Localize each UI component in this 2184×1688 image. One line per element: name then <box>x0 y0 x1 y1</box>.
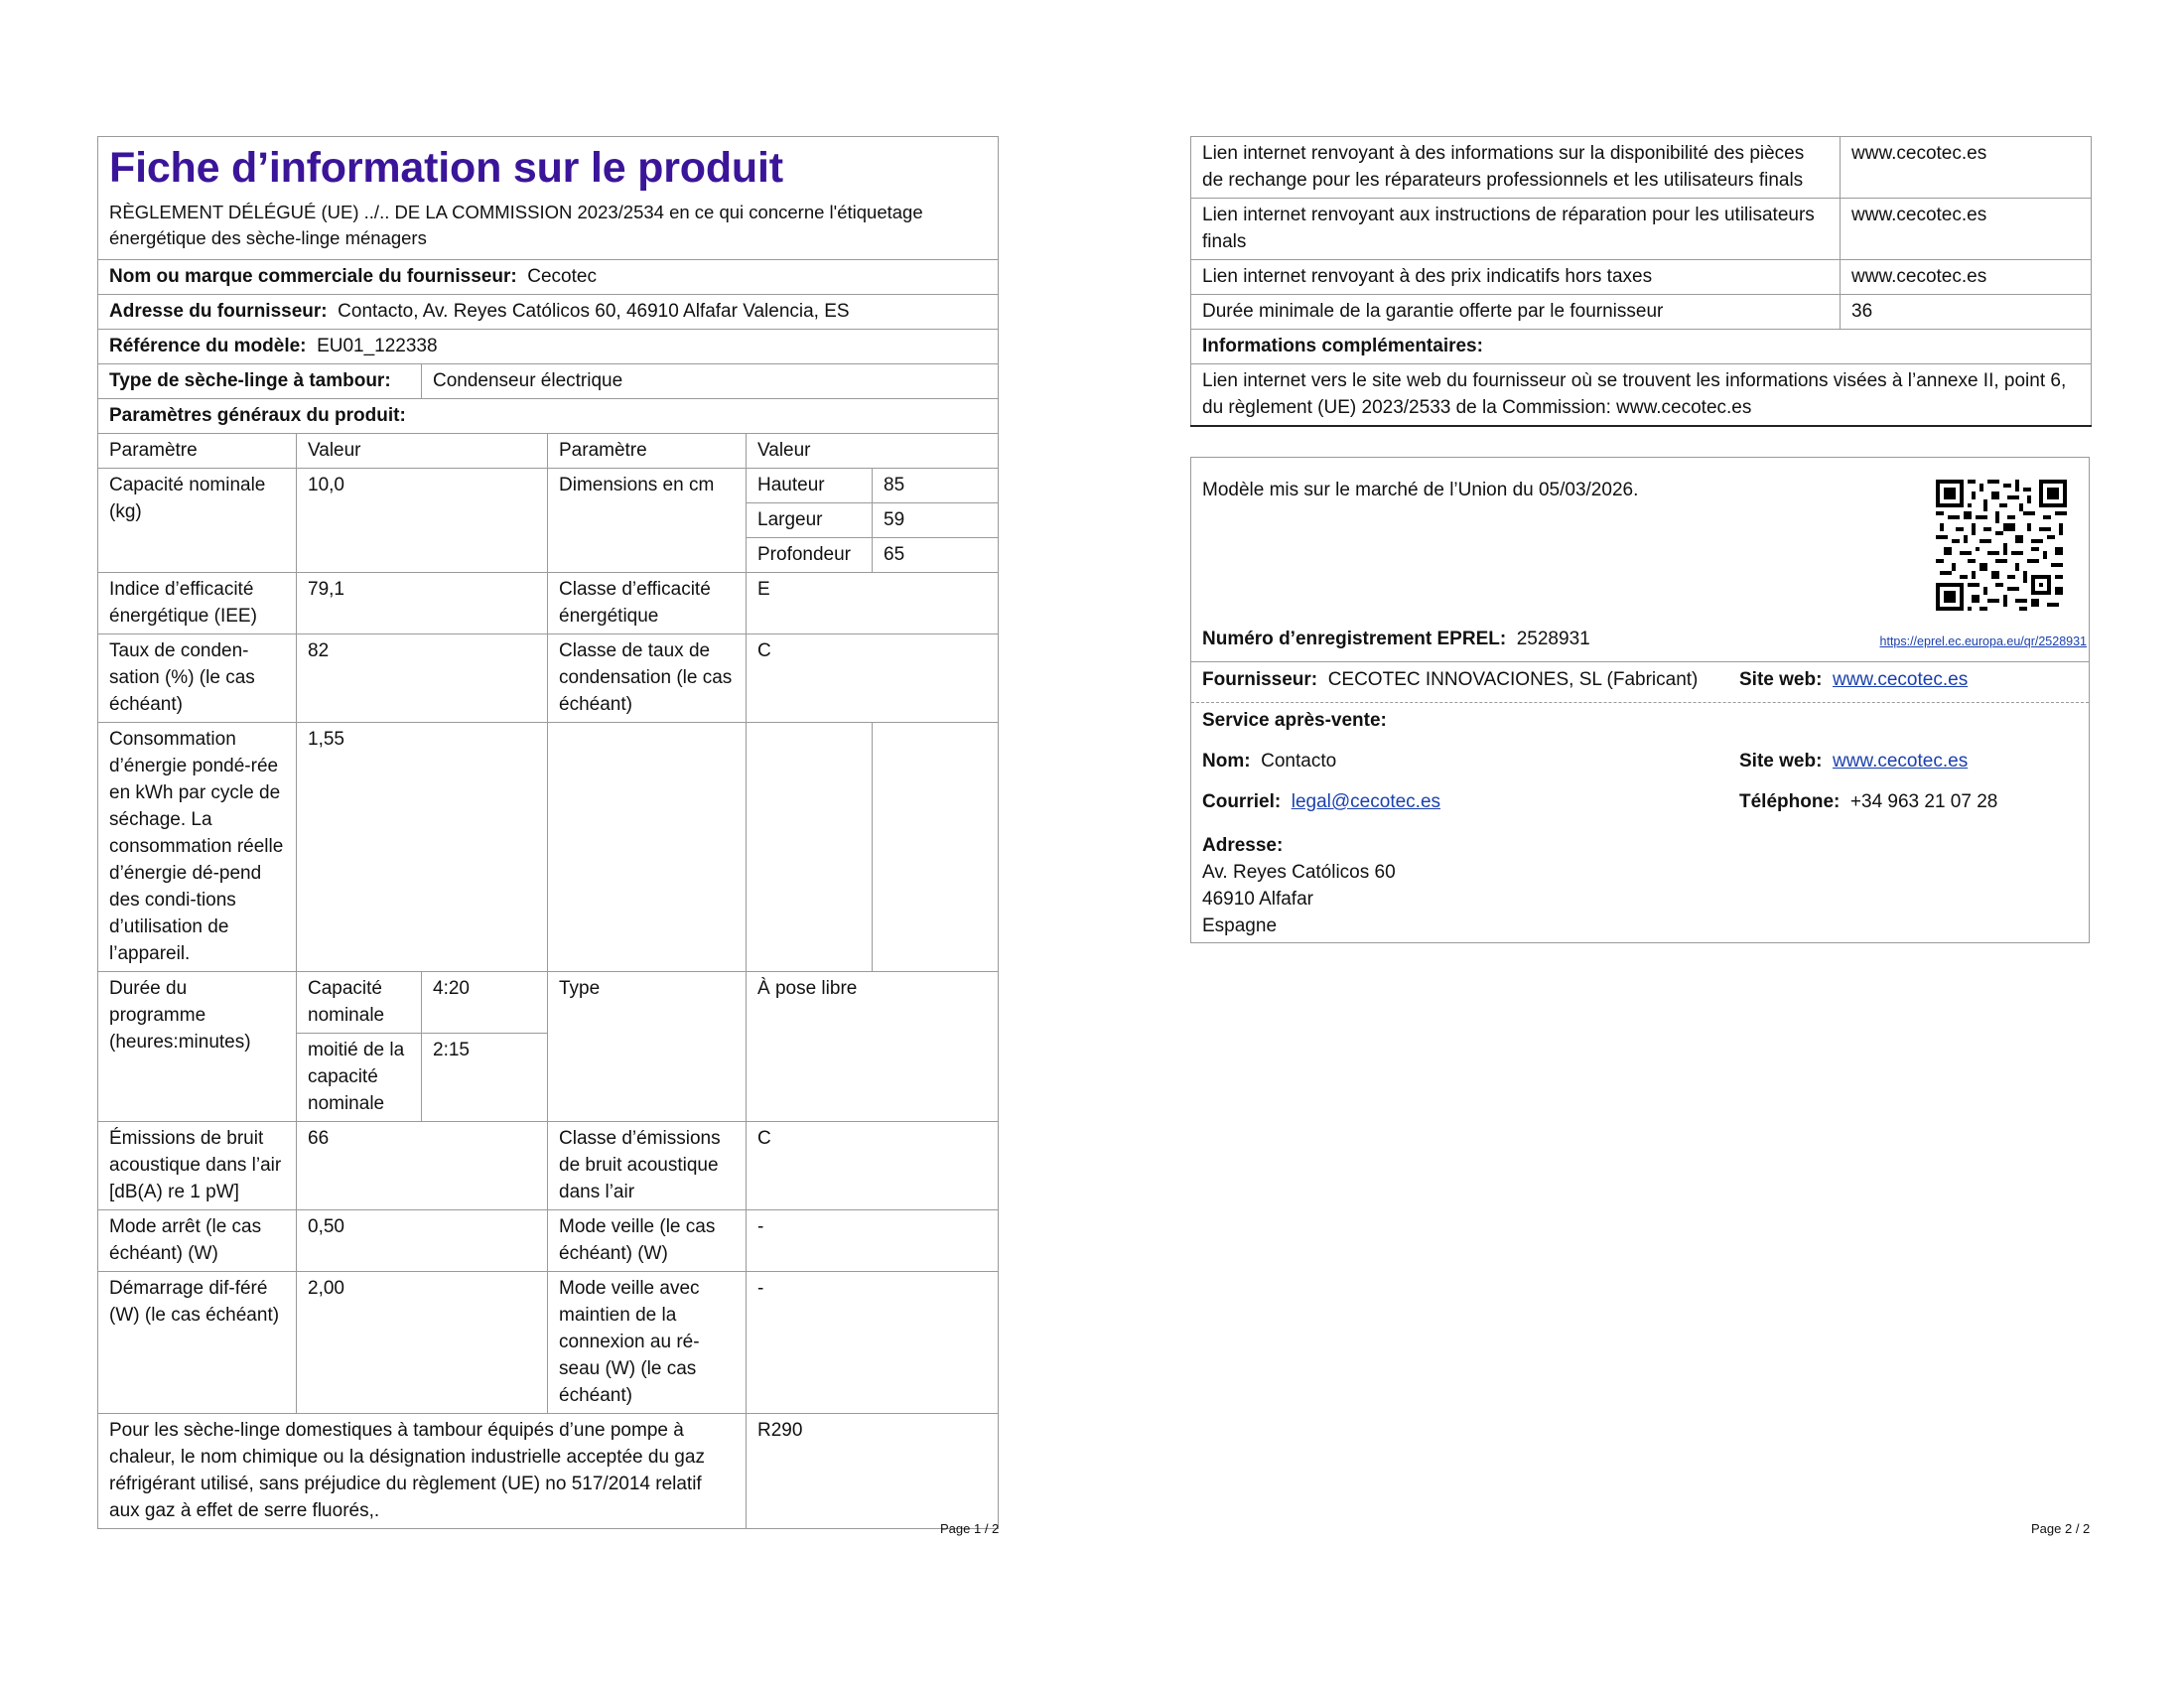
refrigerant-label: Pour les sèche-linge domestiques à tambour équipés d’une pompe à chaleur, le nom chimique ou la désignation industrielle acceptée du gaz réfrigérant utilisé, sans préjudice du règlement (UE) no 517/2014 relatif aux gaz à effet de serre fluorés,. <box>98 1414 747 1529</box>
general-params-heading: Paramètres généraux du produit: <box>98 399 999 434</box>
noise-value: 66 <box>297 1122 548 1210</box>
email-link[interactable]: legal@cecotec.es <box>1291 791 1441 812</box>
off-mode-value: 0,50 <box>297 1210 548 1272</box>
empty-cell <box>873 723 999 972</box>
additional-info-text: Lien internet vers le site web du fournisseur où se trouvent les informations visées à l’annexe II, point 6, du règlement (UE) 2023/2533 de la Commission: www.cecotec.es <box>1191 364 2092 427</box>
energy-class-value: E <box>747 573 999 634</box>
contact-name-value: Contacto <box>1261 751 1337 772</box>
supplier-name-row <box>98 260 999 295</box>
title-cell <box>98 137 999 260</box>
page-number-2: Page 2 / 2 <box>2031 1521 2091 1536</box>
dimensions-label: Dimensions en cm <box>548 469 747 573</box>
standby-value: - <box>747 1210 999 1272</box>
empty-cell <box>548 723 747 972</box>
off-mode-label: Mode arrêt (le cas échéant) (W) <box>98 1210 297 1272</box>
dryer-type-label: Type de sèche-linge à tambour: <box>109 370 391 391</box>
networked-standby-value: - <box>747 1272 999 1414</box>
website-row <box>1739 669 1968 691</box>
repair-url: www.cecotec.es <box>1841 199 2092 260</box>
page-number-1: Page 1 / 2 <box>940 1521 1000 1536</box>
col-header-param-2: Paramètre <box>548 434 747 469</box>
model-ref-label: Référence du modèle: <box>109 336 307 356</box>
noise-label: Émissions de bruit acoustique dans l’air [dB(A) re 1 pW] <box>98 1122 297 1210</box>
condensation-class-label: Classe de taux de condensation (le cas échéant) <box>548 634 747 723</box>
rated-capacity-value: 10,0 <box>297 469 548 573</box>
depth-value: 65 <box>873 538 999 573</box>
duration-half-label: moitié de la capacité nominale <box>297 1034 422 1122</box>
additional-info-heading: Informations complémentaires: <box>1191 330 2092 364</box>
noise-class-label: Classe d’émissions de bruit acoustique dans l’air <box>548 1122 747 1210</box>
type-value: À pose libre <box>747 972 999 1122</box>
supplier-row <box>1202 669 1698 691</box>
phone-value: +34 963 21 07 28 <box>1849 791 1998 812</box>
dashed-divider <box>1191 702 2089 703</box>
address-block <box>1202 832 1396 939</box>
repair-label: Lien internet renvoyant aux instructions de réparation pour les utilisateurs finals <box>1191 199 1841 260</box>
condensation-rate-value: 82 <box>297 634 548 723</box>
dryer-type-label-cell <box>98 364 422 399</box>
eprel-url-link[interactable]: https://eprel.ec.europa.eu/qr/2528931 <box>1879 634 2087 648</box>
energy-consumption-value: 1,55 <box>297 723 548 972</box>
market-date-text: Modèle mis sur le marché de l’Union du 05/03/2026. <box>1202 480 1639 500</box>
supplier-address-row <box>98 295 999 330</box>
address-line-2: 46910 Alfafar <box>1202 889 1313 910</box>
supplier-value: CECOTEC INNOVACIONES, SL (Fabricant) <box>1327 669 1699 690</box>
regulation-subtitle: RÈGLEMENT DÉLÉGUÉ (UE) ../.. DE LA COMMISSION 2023/2534 en ce qui concerne l'étiquetage énergétique des sèche-linge ménagers <box>109 202 923 248</box>
page-1 <box>97 136 998 1529</box>
energy-consumption-label: Consommation d’énergie pondé-rée en kWh par cycle de séchage. La consommation réelle d’énergie dé-pend des condi-tions d’utilisation de l’appareil. <box>98 723 297 972</box>
model-ref-value: EU01_122338 <box>317 336 438 356</box>
page-title: Fiche d’information sur le produit <box>109 144 783 192</box>
phone-label: Téléphone: <box>1739 791 1841 812</box>
supplier-name-label: Nom ou marque commerciale du fournisseur: <box>109 266 517 287</box>
height-label: Hauteur <box>747 469 873 503</box>
spare-parts-table <box>1190 136 2092 427</box>
eprel-label: Numéro d’enregistrement EPREL: <box>1202 629 1507 649</box>
spare-parts-label: Lien internet renvoyant à des informations sur la disponibilité des pièces de rechange pour les réparateurs professionnels et les utilisateurs finals <box>1191 137 1841 199</box>
supplier-info-box <box>1190 457 2090 943</box>
contact-name-row <box>1202 751 1336 773</box>
service-heading: Service après-vente: <box>1202 710 1387 731</box>
networked-standby-label: Mode veille avec maintien de la connexion au ré-seau (W) (le cas échéant) <box>548 1272 747 1414</box>
condensation-class-value: C <box>747 634 999 723</box>
prices-url: www.cecotec.es <box>1841 260 2092 295</box>
address-line-3: Espagne <box>1202 915 1278 936</box>
supplier-address-value: Contacto, Av. Reyes Católicos 60, 46910 Alfafar Valencia, ES <box>338 301 850 322</box>
energy-class-label: Classe d’efficacité énergétique <box>548 573 747 634</box>
service-website-link[interactable]: www.cecotec.es <box>1832 751 1969 772</box>
col-header-value-2: Valeur <box>747 434 999 469</box>
phone-row <box>1739 791 1997 813</box>
divider <box>1191 661 2089 662</box>
empty-cell <box>747 723 873 972</box>
website-label: Site web: <box>1739 669 1823 690</box>
warranty-label: Durée minimale de la garantie offerte par le fournisseur <box>1191 295 1841 330</box>
service-website-label: Site web: <box>1739 751 1823 772</box>
type-label: Type <box>548 972 747 1122</box>
width-label: Largeur <box>747 503 873 538</box>
col-header-param-1: Paramètre <box>98 434 297 469</box>
address-label: Adresse: <box>1202 835 1284 856</box>
standby-label: Mode veille (le cas échéant) (W) <box>548 1210 747 1272</box>
supplier-label: Fournisseur: <box>1202 669 1318 690</box>
duration-full-value: 4:20 <box>422 972 548 1034</box>
depth-label: Profondeur <box>747 538 873 573</box>
address-line-1: Av. Reyes Católicos 60 <box>1202 862 1396 883</box>
supplier-name-value: Cecotec <box>527 266 597 287</box>
noise-class-value: C <box>747 1122 999 1210</box>
warranty-value: 36 <box>1841 295 2092 330</box>
email-label: Courriel: <box>1202 791 1282 812</box>
eei-value: 79,1 <box>297 573 548 634</box>
eei-label: Indice d’efficacité énergétique (IEE) <box>98 573 297 634</box>
delay-start-value: 2,00 <box>297 1272 548 1414</box>
eprel-qr-code-icon[interactable] <box>1936 480 2067 611</box>
program-duration-label: Durée du programme (heures:minutes) <box>98 972 297 1122</box>
supplier-address-label: Adresse du fournisseur: <box>109 301 328 322</box>
col-header-value-1: Valeur <box>297 434 548 469</box>
eprel-row <box>1202 629 1590 650</box>
width-value: 59 <box>873 503 999 538</box>
website-link[interactable]: www.cecotec.es <box>1832 669 1969 690</box>
height-value: 85 <box>873 469 999 503</box>
duration-half-value: 2:15 <box>422 1034 548 1122</box>
contact-name-label: Nom: <box>1202 751 1251 772</box>
prices-label: Lien internet renvoyant à des prix indicatifs hors taxes <box>1191 260 1841 295</box>
eprel-number: 2528931 <box>1516 629 1590 649</box>
spare-parts-url: www.cecotec.es <box>1841 137 2092 199</box>
service-website-row <box>1739 751 1968 773</box>
model-ref-row <box>98 330 999 364</box>
condensation-rate-label: Taux de conden-sation (%) (le cas échéant) <box>98 634 297 723</box>
page-2 <box>1190 136 2091 427</box>
product-info-table <box>97 136 999 1529</box>
dryer-type-value: Condenseur électrique <box>422 364 999 399</box>
duration-full-label: Capacité nominale <box>297 972 422 1034</box>
email-row <box>1202 791 1440 813</box>
refrigerant-value: R290 <box>747 1414 999 1529</box>
delay-start-label: Démarrage dif-féré (W) (le cas échéant) <box>98 1272 297 1414</box>
rated-capacity-label: Capacité nominale (kg) <box>98 469 297 573</box>
